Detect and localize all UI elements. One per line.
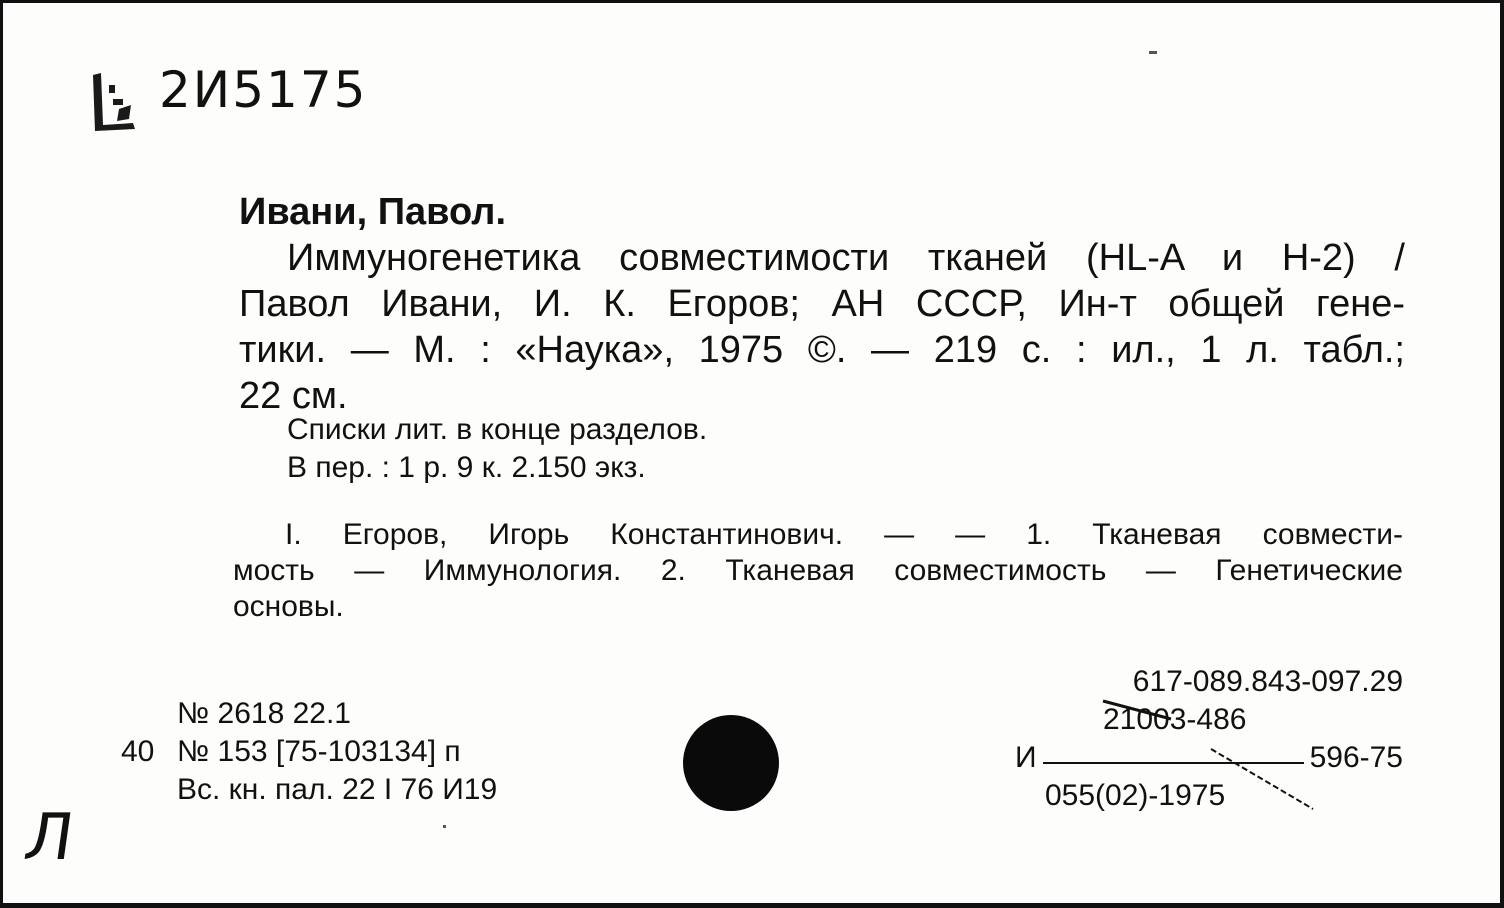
entry-line: 22 см. [239, 375, 348, 417]
note-line: В пер. : 1 р. 9 к. 2.150 экз. [287, 451, 646, 484]
author-heading: Ивани, Павол. [239, 191, 507, 233]
book-chamber-code: Вс. кн. пал. 22 I 76 И19 [177, 773, 498, 806]
bibliographic-entry [239, 235, 1405, 419]
code-letter: И [1015, 741, 1037, 774]
code-line: 21003-486 [1103, 703, 1247, 736]
accession-line [121, 733, 497, 771]
subject-tracings [233, 517, 1403, 625]
accession-prefix: 40 [121, 735, 155, 768]
entry-line: Павол Ивани, И. К. Егоров; АН СССР, Ин-т общей гене- [239, 283, 1405, 325]
accession-info [121, 695, 497, 809]
ink-speck [1149, 51, 1157, 54]
accession-number: № 2618 22.1 [177, 697, 351, 730]
handwritten-corner-mark: Л [19, 801, 79, 875]
note-line: Списки лит. в конце разделов. [287, 413, 708, 446]
card-punch-hole [683, 715, 779, 811]
strike-through-mark [1101, 695, 1321, 815]
tracing-line: I. Егоров, Игорь Константинович. — — 1. Тканевая совмести- [285, 518, 1403, 551]
entry-line: тики. — М. : «Наука», 1975 ©. — 219 с. : ил., 1 л. табл.; [239, 329, 1405, 371]
code-line: 055(02)-1975 [1045, 779, 1226, 812]
ink-speck [443, 825, 446, 828]
library-stamp-icon [83, 65, 143, 135]
tracing-line: мость — Иммунология. 2. Тканевая совместимость — Генетические [233, 554, 1403, 587]
accession-line [121, 771, 497, 809]
notes [287, 411, 707, 487]
entry-line: Иммуногенетика совместимости тканей (HL-A и H-2) / [287, 237, 1405, 279]
accession-line [121, 695, 497, 733]
code-suffix: 596-75 [1309, 741, 1403, 774]
order-number: № 153 [75-103134] п [177, 735, 461, 768]
tracing-line: основы. [233, 590, 344, 623]
udc-code: 617-089.843-097.29 [1132, 665, 1403, 698]
card-number-text: 2И5175 [159, 61, 368, 119]
